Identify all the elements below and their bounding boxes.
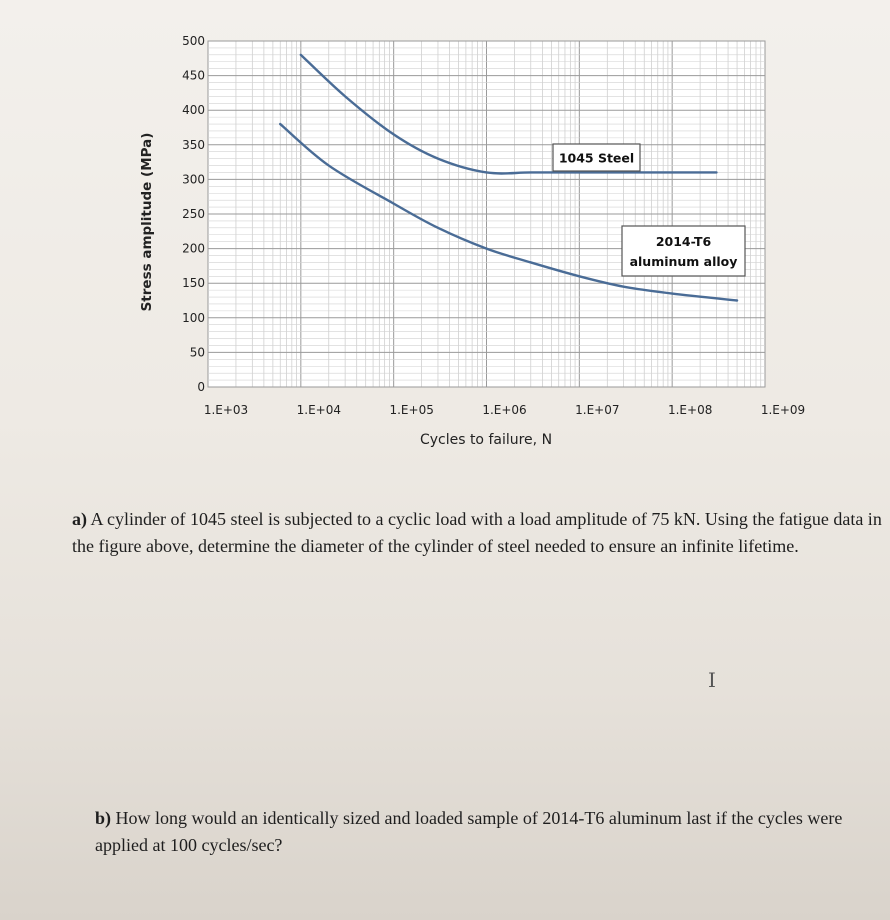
x-tick-label: 1.E+05: [389, 403, 434, 417]
question-a-label: a): [72, 509, 87, 529]
y-tick-label: 350: [182, 137, 205, 152]
y-tick-label: 300: [182, 172, 205, 187]
y-tick-label: 0: [197, 380, 205, 394]
annotation-label: 1045 Steel: [558, 150, 635, 166]
annotation-label: 2014-T6: [655, 234, 712, 249]
annotation-label: aluminum alloy: [629, 254, 738, 269]
x-tick-label: 1.E+03: [203, 403, 249, 417]
y-tick-label: 100: [182, 310, 205, 325]
y-tick-label: 150: [182, 276, 205, 291]
question-b: [95, 805, 865, 859]
y-tick-label: 250: [182, 207, 205, 221]
y-tick-label: 450: [182, 68, 205, 83]
y-tick-label: 200: [182, 241, 205, 256]
question-b-label: b): [95, 808, 112, 828]
x-tick-label: 1.E+04: [296, 403, 342, 417]
x-axis-title: Cycles to failure, N: [419, 432, 553, 448]
y-tick-label: 400: [182, 103, 205, 118]
x-tick-label: 1.E+08: [667, 403, 713, 417]
x-tick-label: 1.E+06: [482, 403, 527, 417]
question-a-text: A cylinder of 1045 steel is subjected to a cyclic load with a load amplitude of 75 kN. Using the fatigue data in the figure above, determine the diameter of the cylinder of steel needed to ensure an infinite lifetime.: [72, 509, 882, 556]
x-tick-label: 1.E+09: [760, 403, 806, 417]
question-a: [72, 506, 882, 560]
y-tick-label: 500: [182, 34, 205, 48]
y-tick-label: 50: [189, 345, 205, 360]
y-axis-title: Stress amplitude (MPa): [139, 132, 155, 312]
text-cursor-icon: I: [708, 668, 716, 692]
question-b-text: How long would an identically sized and loaded sample of 2014-T6 aluminum last if the cycles were applied at 100 cycles/sec?: [95, 808, 843, 855]
x-tick-label: 1.E+07: [575, 403, 620, 417]
